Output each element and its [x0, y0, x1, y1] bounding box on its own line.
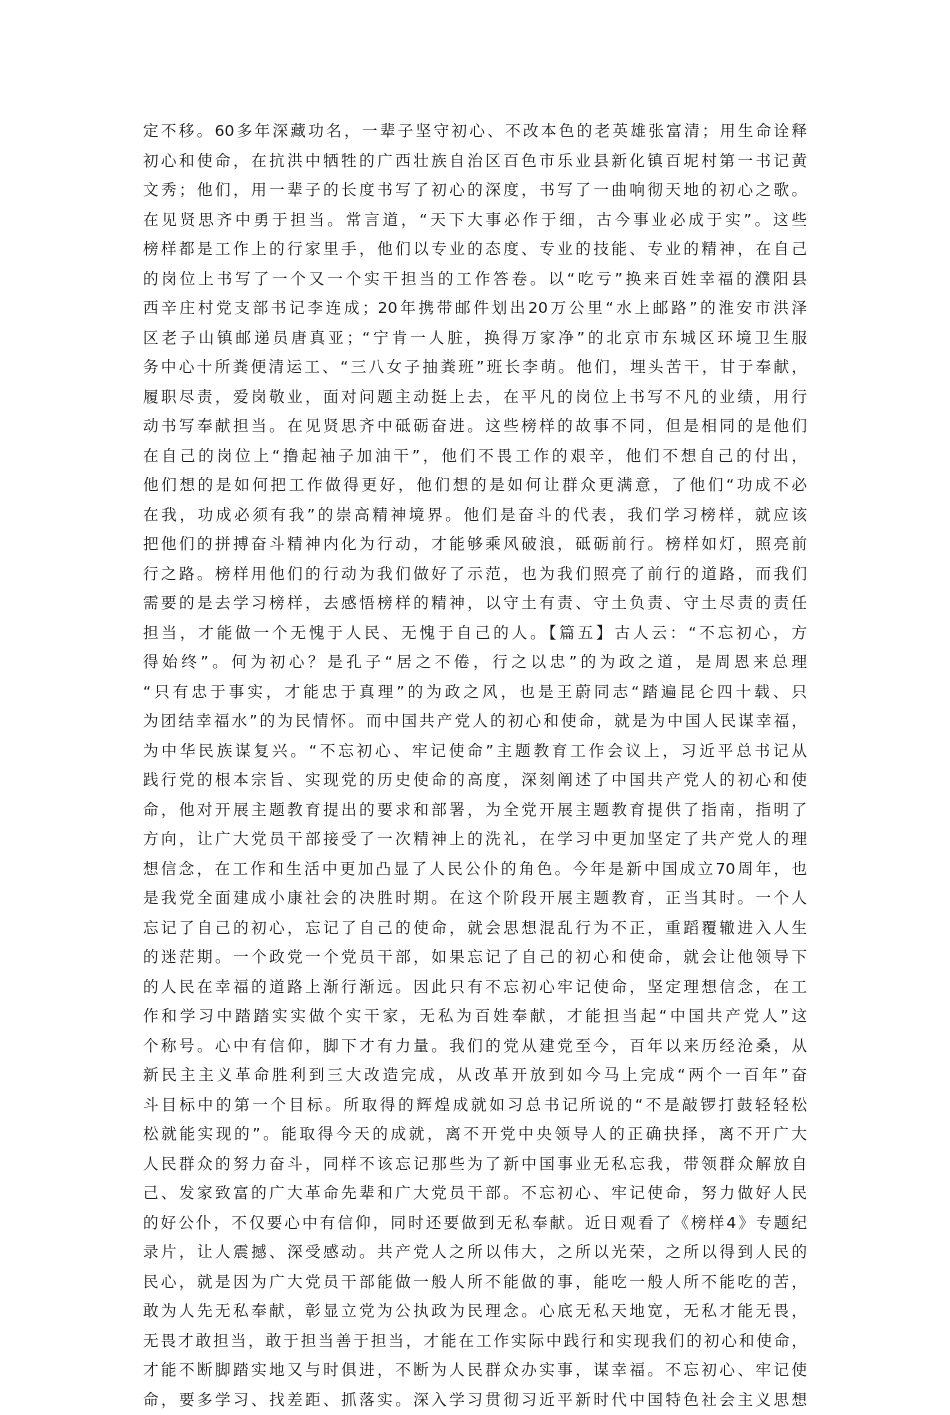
text-line: 方向，让广大党员干部接受了一次精神上的洗礼，在学习中更加坚定了共产党人的理 — [143, 825, 807, 855]
text-line: 文秀；他们，用一辈子的长度书写了初心的深度，书写了一曲响彻天地的初心之歌。 — [143, 176, 807, 206]
text-line: 在见贤思齐中勇于担当。常言道，“天下大事必作于细，古今事业必成于实”。这些 — [143, 206, 807, 236]
text-line: 命，要多学习、找差距、抓落实。深入学习贯彻习近平新时代中国特色社会主义思想 — [143, 1386, 807, 1415]
text-line: 他们想的是如何把工作做得更好，他们想的是如何让群众更满意，了他们“功成不必 — [143, 471, 807, 501]
text-line: 行之路。榜样用他们的行动为我们做好了示范，也为我们照亮了前行的道路，而我们 — [143, 560, 807, 590]
text-line: 为中华民族谋复兴。“不忘初心、牢记使命”主题教育工作会议上，习近平总书记从 — [143, 737, 807, 767]
text-line: 是我党全面建成小康社会的决胜时期。在这个阶段开展主题教育，正当其时。一个人 — [143, 884, 807, 914]
text-line: 务中心十所粪便清运工、“三八女子抽粪班”班长李萌。他们，埋头苦干，甘于奉献， — [143, 353, 807, 383]
text-line: 担当，才能做一个无愧于人民、无愧于自己的人。【篇五】古人云：“不忘初心，方 — [143, 619, 807, 649]
text-line: 践行党的根本宗旨、实现党的历史使命的高度，深刻阐述了中国共产党人的初心和使 — [143, 766, 807, 796]
text-line: 命，他对开展主题教育提出的要求和部署，为全党开展主题教育提供了指南，指明了 — [143, 796, 807, 826]
text-line: 区老子山镇邮递员唐真亚；“宁肯一人脏，换得万家净”的北京市东城区环境卫生服 — [143, 324, 807, 354]
text-line: 为团结幸福水”的为民情怀。而中国共产党人的初心和使命，就是为中国人民谋幸福， — [143, 707, 807, 737]
text-line: 得始终”。何为初心？是孔子“居之不倦，行之以忠”的为政之道，是周恩来总理 — [143, 648, 807, 678]
text-line: 的迷茫期。一个政党一个党员干部，如果忘记了自己的初心和使命，就会让他领导下 — [143, 943, 807, 973]
text-line: 人民群众的努力奋斗，同样不该忘记那些为了新中国事业无私忘我，带领群众解放自 — [143, 1150, 807, 1180]
text-line: 初心和使命，在抗洪中牺牲的广西壮族自治区百色市乐业县新化镇百坭村第一书记黄 — [143, 147, 807, 177]
text-line: 在我，功成必须有我”的崇高精神境界。他们是奋斗的代表，我们学习榜样，就应该 — [143, 501, 807, 531]
text-line: 己、发家致富的广大革命先辈和广大党员干部。不忘初心、牢记使命，努力做好人民 — [143, 1179, 807, 1209]
text-line: 在自己的岗位上“撸起袖子加油干”，他们不畏工作的艰辛，他们不想自己的付出， — [143, 442, 807, 472]
text-line: 把他们的拼搏奋斗精神内化为行动，才能够乘风破浪，砥砺前行。榜样如灯，照亮前 — [143, 530, 807, 560]
text-line: 新民主主义革命胜利到三大改造完成，从改革开放到如今马上完成“两个一百年”奋 — [143, 1061, 807, 1091]
text-line: 才能不断脚踏实地又与时俱进，不断为人民群众办实事，谋幸福。不忘初心、牢记使 — [143, 1356, 807, 1386]
text-line: 的人民在幸福的道路上渐行渐远。因此只有不忘初心牢记使命，坚定理想信念，在工 — [143, 973, 807, 1003]
text-line: 的好公仆，不仅要心中有信仰，同时还要做到无私奉献。近日观看了《榜样4》专题纪 — [143, 1209, 807, 1239]
text-line: 想信念，在工作和生活中更加凸显了人民公仆的角色。今年是新中国成立70周年，也 — [143, 855, 807, 885]
text-line: “只有忠于事实，才能忠于真理”的为政之风，也是王蔚同志“踏遍昆仑四十载、只 — [143, 678, 807, 708]
text-line: 敢为人先无私奉献，彰显立党为公执政为民理念。心底无私天地宽，无私才能无畏， — [143, 1297, 807, 1327]
text-line: 无畏才敢担当，敢于担当善于担当，才能在工作实际中践行和实现我们的初心和使命， — [143, 1327, 807, 1357]
text-line: 的岗位上书写了一个又一个实干担当的工作答卷。以“吃亏”换来百姓幸福的濮阳县 — [143, 265, 807, 295]
text-line: 榜样都是工作上的行家里手，他们以专业的态度、专业的技能、专业的精神，在自己 — [143, 235, 807, 265]
text-line: 动书写奉献担当。在见贤思齐中砥砺奋进。这些榜样的故事不同，但是相同的是他们 — [143, 412, 807, 442]
body-text — [143, 117, 807, 1415]
text-line: 定不移。60多年深藏功名，一辈子坚守初心、不改本色的老英雄张富清；用生命诠释 — [143, 117, 807, 147]
text-line: 松就能实现的”。能取得今天的成就，离不开党中央领导人的正确抉择，离不开广大 — [143, 1120, 807, 1150]
text-line: 录片，让人震撼、深受感动。共产党人之所以伟大，之所以光荣，之所以得到人民的 — [143, 1238, 807, 1268]
text-line: 斗目标中的第一个目标。所取得的辉煌成就如习总书记所说的“不是敲锣打鼓轻轻松 — [143, 1091, 807, 1121]
text-line: 西辛庄村党支部书记李连成；20年携带邮件划出20万公里“水上邮路”的淮安市洪泽 — [143, 294, 807, 324]
text-line: 需要的是去学习榜样，去感悟榜样的精神，以守土有责、守土负责、守土尽责的责任 — [143, 589, 807, 619]
text-line: 忘记了自己的初心，忘记了自己的使命，就会思想混乱行为不正，重蹈覆辙进入人生 — [143, 914, 807, 944]
text-line: 履职尽责，爱岗敬业，面对问题主动挺上去，在平凡的岗位上书写不凡的业绩，用行 — [143, 383, 807, 413]
text-line: 个称号。心中有信仰，脚下才有力量。我们的党从建党至今，百年以来历经沧桑，从 — [143, 1032, 807, 1062]
text-line: 作和学习中踏踏实实做个实干家，无私为百姓奉献，才能担当起“中国共产党人”这 — [143, 1002, 807, 1032]
text-line: 民心，就是因为广大党员干部能做一般人所不能做的事，能吃一般人所不能吃的苦， — [143, 1268, 807, 1298]
